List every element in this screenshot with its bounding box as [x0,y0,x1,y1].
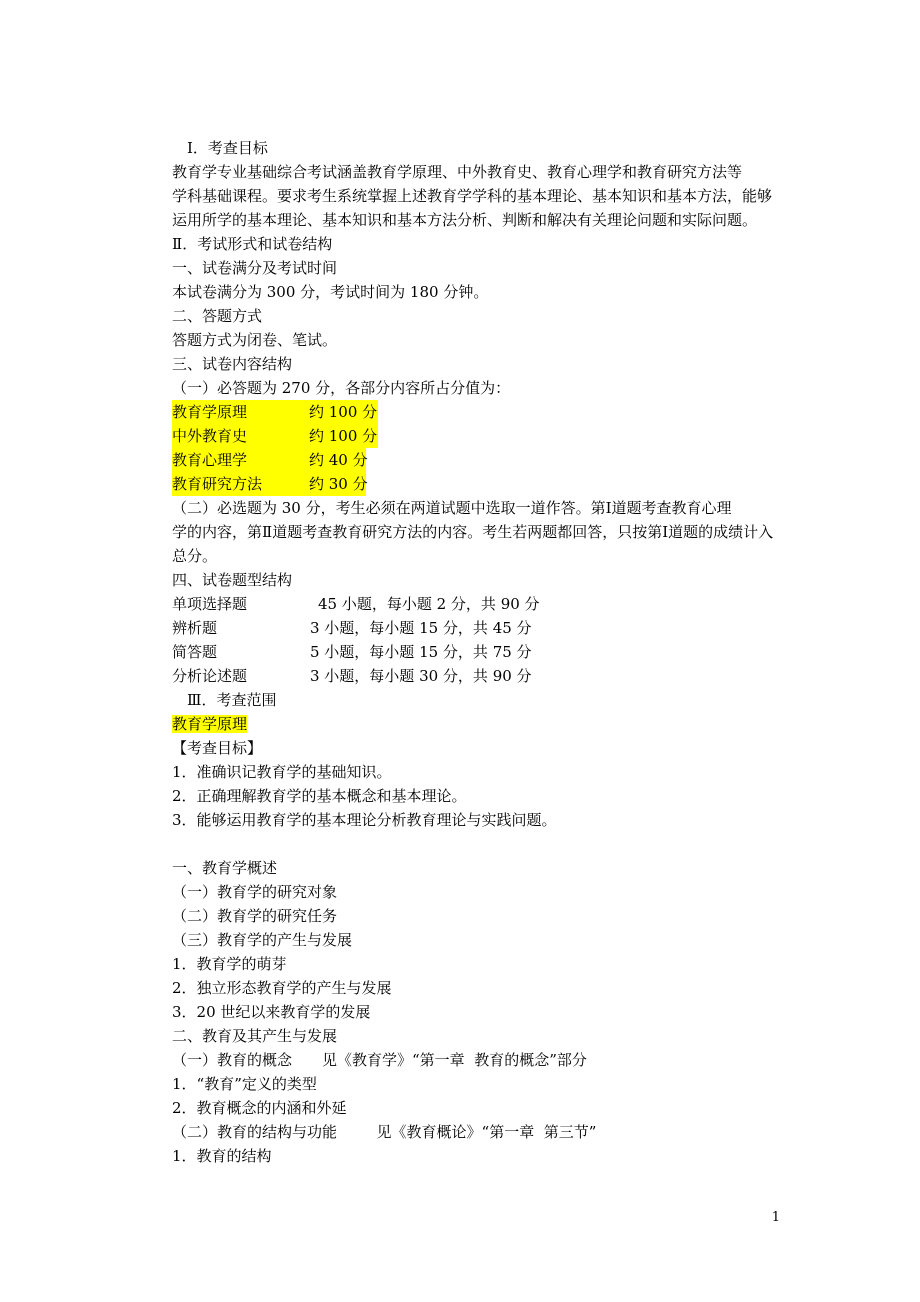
outline-item: 3．20 世纪以来教育学的发展 [172,1003,371,1021]
outline-item: （二）教育学的研究任务 [172,907,338,925]
outline-item: （三）教育学的产生与发展 [172,931,353,949]
s2-3-a: （一）必答题为 270 分，各部分内容所占分值为： [172,379,511,397]
score-subject: 教育心理学 [172,451,248,469]
outline-item: 一、教育学概述 [172,859,278,877]
s2-1-title: 一、试卷满分及考试时间 [172,259,338,277]
sec2-title: Ⅱ．考试形式和试卷结构 [172,235,333,253]
s2-4-title: 四、试卷题型结构 [172,571,293,589]
type-detail: 3 小题，每小题 30 分，共 90 分 [310,667,532,685]
goal-item: 2．正确理解教育学的基本概念和基本理论。 [172,787,467,805]
sec1-title: Ⅰ．考查目标 [187,139,268,157]
type-name: 简答题 [172,643,218,661]
score-row [172,400,378,424]
outline-item: 2．独立形态教育学的产生与发展 [172,979,392,997]
score-subject: 教育学原理 [172,403,248,421]
goal-item: 1．准确识记教育学的基础知识。 [172,763,392,781]
type-name: 单项选择题 [172,595,248,613]
score-row [172,472,366,496]
score-row [172,448,366,472]
type-detail: 5 小题，每小题 15 分，共 75 分 [310,643,532,661]
score-value: 约 30 分 [309,475,368,493]
outline-item: 1．教育的结构 [172,1147,272,1165]
goal-title: 【考查目标】 [172,739,263,757]
sec3-title: Ⅲ．考查范围 [187,691,277,709]
outline-item: 1．“教育”定义的类型 [172,1075,317,1093]
page-number: 1 [771,1210,780,1225]
outline-item: （一）教育学的研究对象 [172,883,338,901]
score-subject: 教育研究方法 [172,475,263,493]
subject-heading [172,712,247,736]
type-detail: 3 小题，每小题 15 分，共 45 分 [310,619,532,637]
score-subject: 中外教育史 [172,427,248,445]
score-value: 约 100 分 [309,427,378,445]
score-row [172,424,378,448]
type-name: 分析论述题 [172,667,248,685]
s2-2-title: 二、答题方式 [172,307,263,325]
s2-2-body: 答题方式为闭卷、笔试。 [172,331,338,349]
type-detail: 45 小题，每小题 2 分，共 90 分 [318,595,540,613]
score-value: 约 40 分 [309,451,368,469]
subject-heading-text: 教育学原理 [172,715,248,733]
outline-item: （一）教育的概念 见《教育学》“第一章 教育的概念”部分 [172,1051,587,1069]
s2-3-b-rest: 学的内容，第Ⅱ道题考查教育研究方法的内容。考生若两题都回答，只按第Ⅰ道题的成绩计入总分。 [172,523,774,565]
goal-item: 3．能够运用教育学的基本理论分析教育理论与实践问题。 [172,811,557,829]
score-value: 约 100 分 [309,403,378,421]
outline-item: 二、教育及其产生与发展 [172,1027,338,1045]
s2-1-body: 本试卷满分为 300 分，考试时间为 180 分钟。 [172,283,489,301]
s2-3-title: 三、试卷内容结构 [172,355,293,373]
s2-3-b-first: （二）必选题为 30 分，考生必须在两道试题中选取一道作答。第Ⅰ道题考查教育心理 [172,499,732,517]
outline-item: 2．教育概念的内涵和外延 [172,1099,347,1117]
sec1-body-rest: 学科基础课程。要求考生系统掌握上述教育学学科的基本理论、基本知识和基本方法，能够运用所学的基本理论、基本知识和基本方法分析、判断和解决有关理论问题和实际问题。 [172,187,773,229]
outline-item: （二）教育的结构与功能 见《教育概论》“第一章 第三节” [172,1123,597,1141]
outline-item: 1．教育学的萌芽 [172,955,287,973]
sec1-body-first: 教育学专业基础综合考试涵盖教育学原理、中外教育史、教育心理学和教育研究方法等 [172,163,743,181]
type-name: 辨析题 [172,619,218,637]
